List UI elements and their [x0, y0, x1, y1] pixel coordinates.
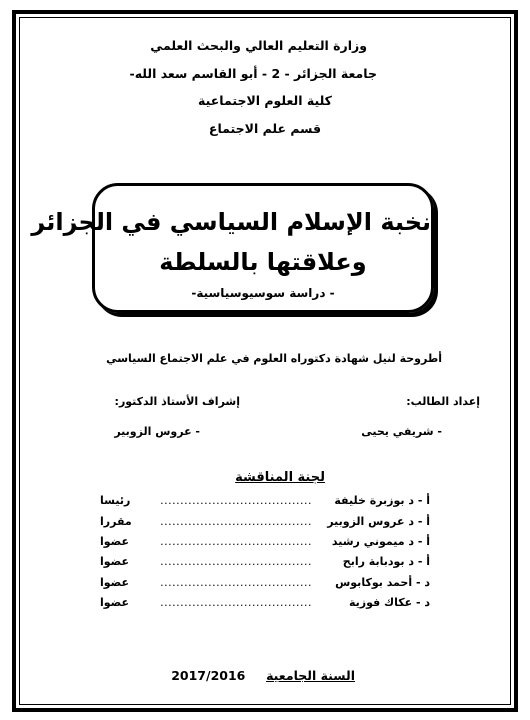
committee-row: [100, 515, 430, 531]
committee-row: [100, 576, 430, 592]
member-role: عضوا: [100, 596, 130, 609]
dot-leader: ......................................: [160, 515, 312, 528]
member-name: أ - د بودبابة رابح: [342, 555, 430, 568]
committee-row: [100, 555, 430, 571]
department-name: قسم علم الاجتماع: [208, 121, 322, 136]
committee-row: [100, 494, 430, 510]
member-role: عضوا: [100, 576, 130, 589]
ministry-name: وزارة التعليم العالي والبحث العلمي: [150, 38, 367, 53]
committee-row: [100, 596, 430, 612]
member-role: رئيسا: [100, 494, 131, 507]
faculty-name: كلية العلوم الاجتماعية: [198, 93, 332, 108]
academic-year-value: 2017/2016: [171, 668, 246, 683]
member-role: عضوا: [100, 555, 130, 568]
supervisor-label: إشراف الأستاذ الدكتور:: [114, 395, 240, 408]
thesis-title-line1: نخبة الإسلام السياسي في الجزائر: [31, 208, 431, 236]
university-name: جامعة الجزائر - 2 - أبو القاسم سعد الله-: [129, 66, 377, 81]
academic-year: [171, 668, 355, 683]
thesis-title-line2: وعلاقتها بالسلطة: [159, 248, 367, 276]
member-name: أ - د عروس الزوبير: [327, 515, 430, 528]
dot-leader: ......................................: [160, 596, 312, 609]
member-role: مقررا: [100, 515, 132, 528]
member-name: د - عكاك فوزية: [348, 596, 430, 609]
member-name: أ - د بوزبرة خليفة: [334, 494, 430, 507]
dot-leader: ......................................: [160, 576, 312, 589]
member-name: د - أحمد بوكابوس: [335, 576, 430, 589]
member-role: عضوا: [100, 535, 130, 548]
thesis-note: أطروحة لنيل شهادة دكتوراه العلوم في علم الاجتماع السياسي: [106, 352, 442, 365]
dot-leader: ......................................: [160, 555, 312, 568]
title-box: [31, 183, 434, 313]
committee-heading: لجنة المناقشة: [235, 470, 325, 485]
member-name: أ - د ميموني رشيد: [331, 535, 430, 548]
student-name: - شريفي يحيى: [361, 425, 442, 438]
supervisor-name: - عروس الزوبير: [114, 425, 200, 438]
student-label: إعداد الطالب:: [406, 395, 480, 408]
thesis-subtitle: - دراسة سوسيوسياسية-: [191, 286, 335, 300]
dot-leader: ......................................: [160, 494, 312, 507]
dot-leader: ......................................: [160, 535, 312, 548]
committee-row: [100, 535, 430, 551]
academic-year-label: السنة الجامعية: [266, 668, 355, 683]
